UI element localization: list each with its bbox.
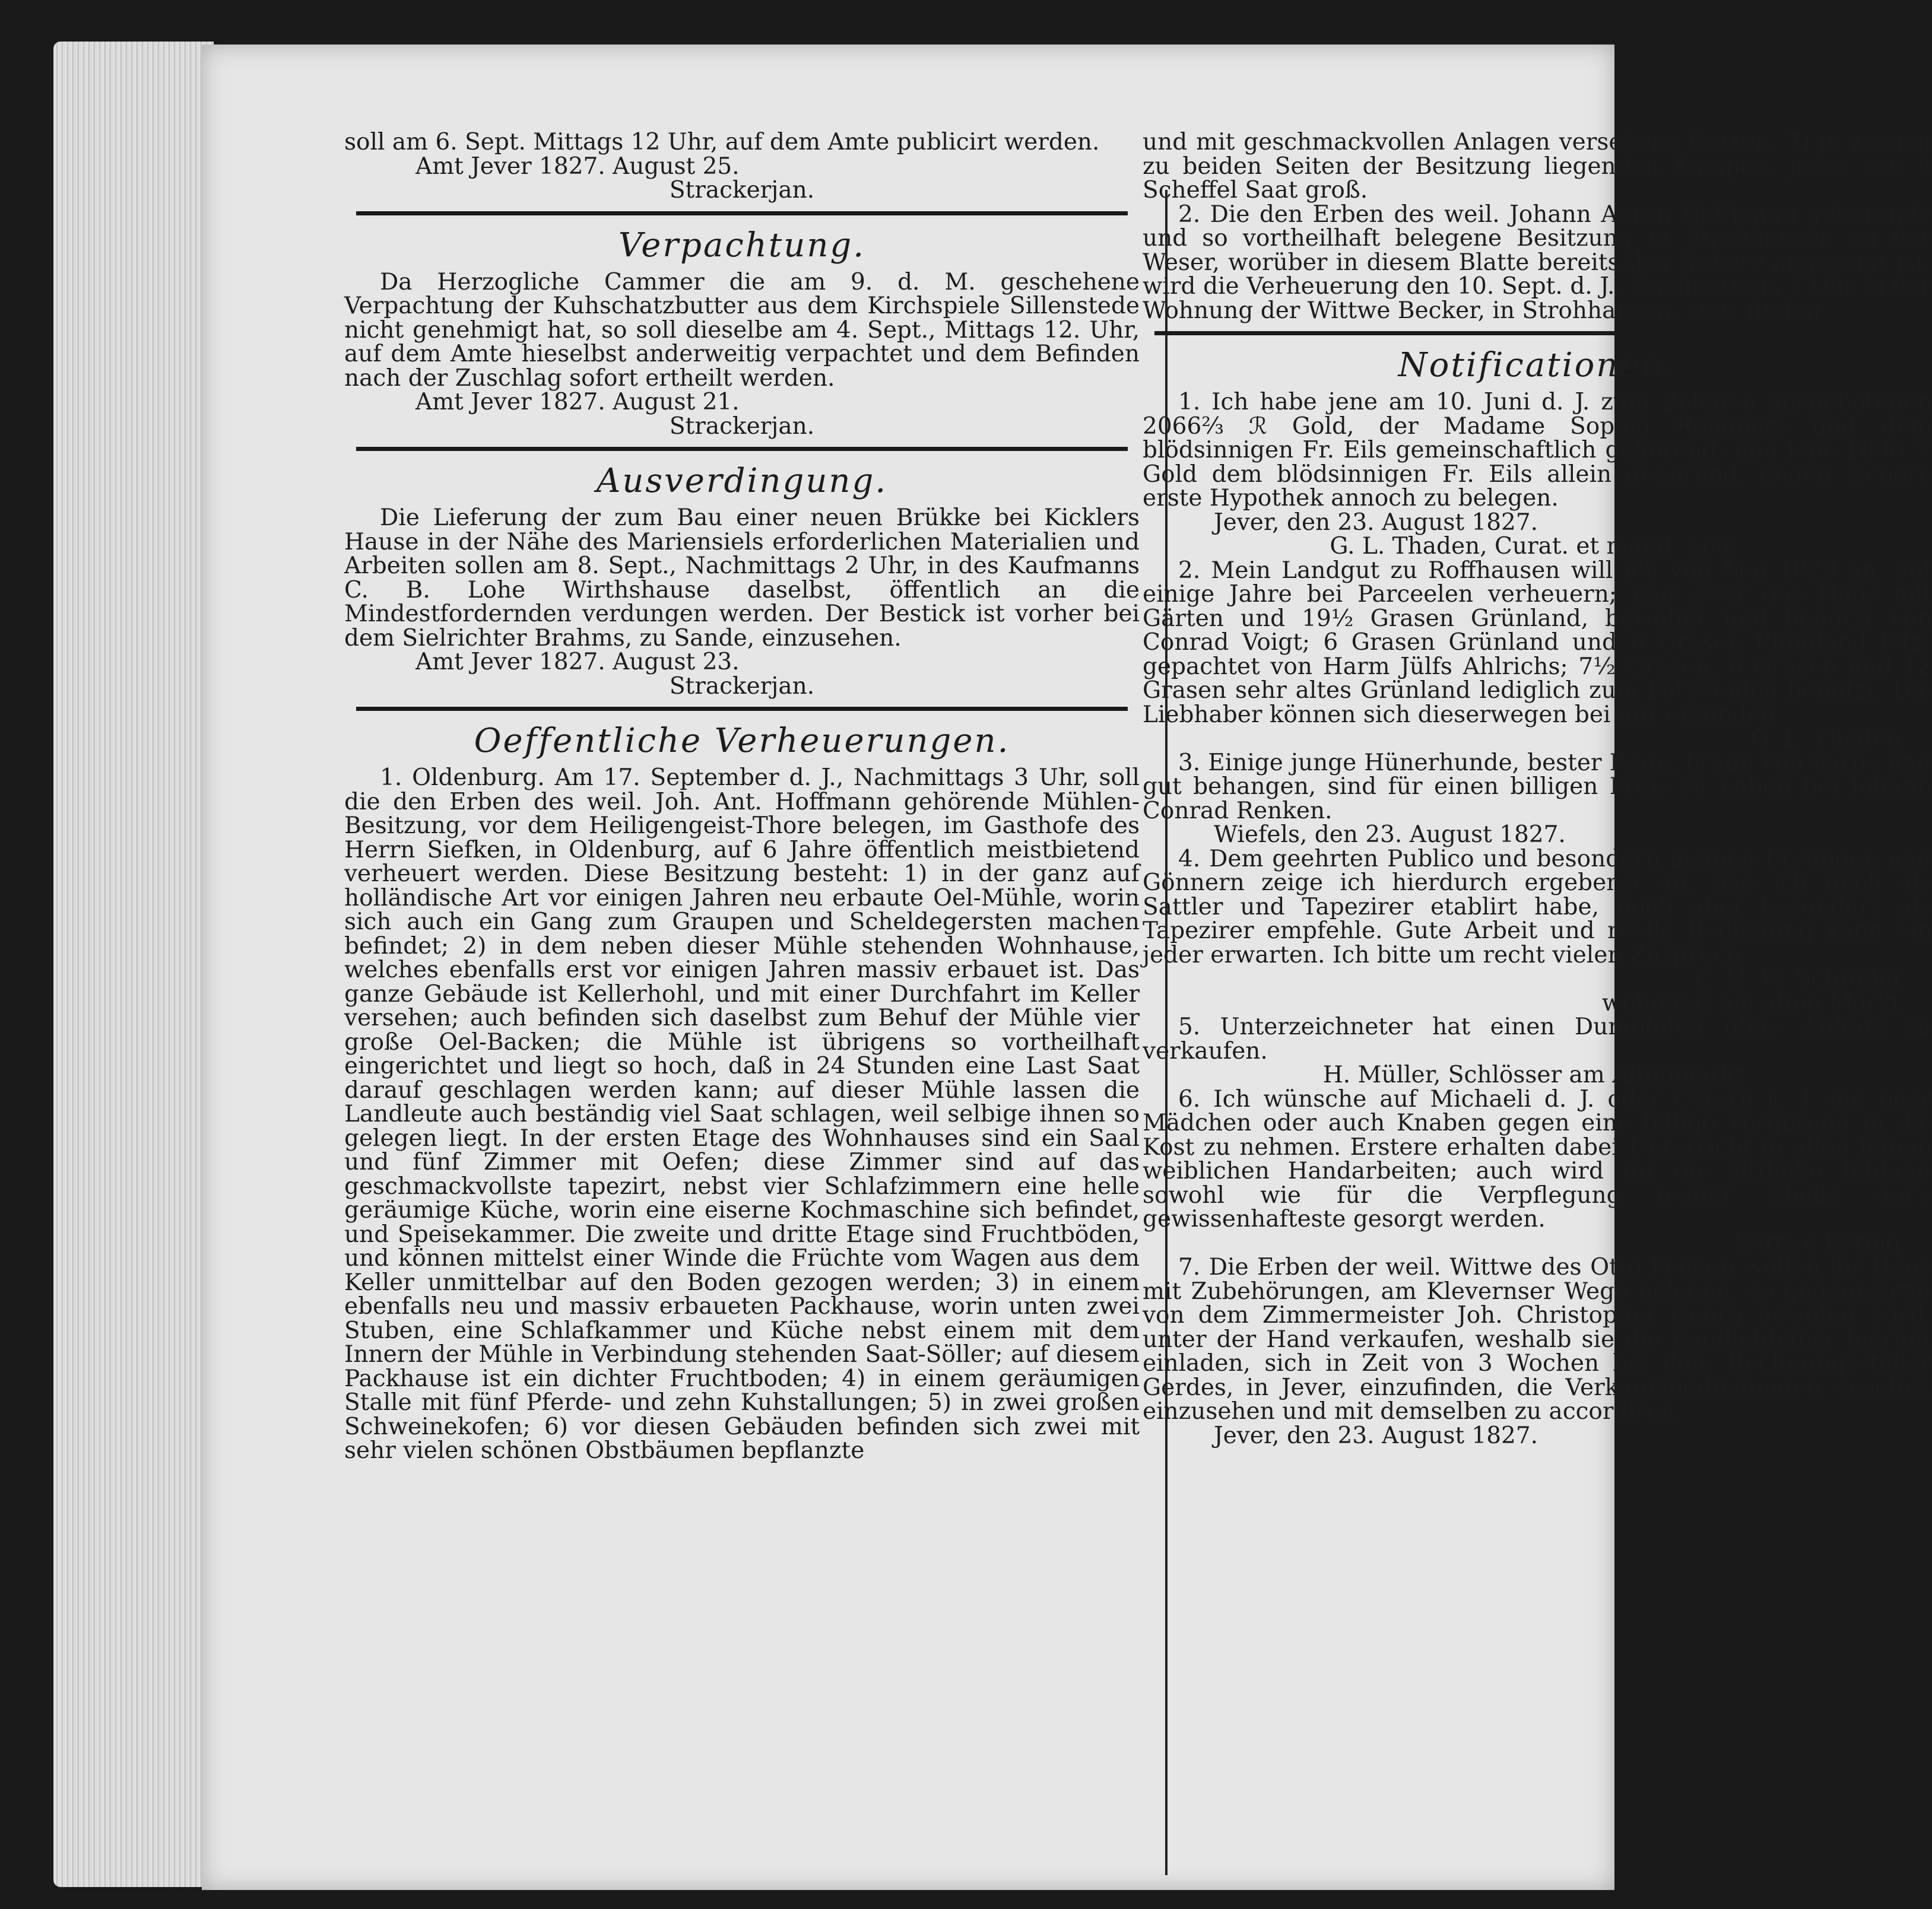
notification-1-date: Jever, den 23. August 1827. [1214,509,1538,536]
section-rule [356,447,1128,451]
section-rule [1154,331,1920,335]
notification-5-signature: H. Müller, Schlösser am Altenmarkt. [1322,1062,1752,1088]
notification-3-date: Wiefels, den 23. August 1827. [1214,821,1566,848]
notification-2: 2. Mein Landgut zu Roffhausen will ich von Mai 1828 an, auf einige Jahre bei Parceelen verheuern; und zwar das Haus mit Gärten und 19½ Grasen Grünland, bewohnt und benutzt von Conrad Voigt; 6 Grasen Grünland und 6 Grasen Pflugland jetzt gepachtet von Harm Jülfs Ahlrichs; 7½ Grasen, 6 Grasen und 12 Grasen sehr altes Grünland lediglich zum Fettweiden benutzt. Die Liebhaber können sich dieserwegen bei mir einfinden. [1143,557,1932,728]
verheuerungen-text: 1. Oldenburg. Am 17. September d. J., Nachmittags 3 Uhr, soll die den Erben des weil. Joh. Ant. Hoffmann gehörende Mühlen-Besitzung, vor dem Heiligengeist-Thore belegen, im Gasthofe des Herrn Siefken, in Oldenburg, auf 6 Jahre öffentlich meistbietend verheuert werden. Diese Besitzung besteht: 1) in der ganz auf holländische Art vor einigen Jahren neu erbaute Oel-Mühle, worin sich auch ein Gang zum Graupen und Scheldegersten machen befindet; 2) in dem neben dieser Mühle stehenden Wohnhause, welches ebenfalls erst vor einigen Jahren massiv erbauet ist. Das ganze Gebäude ist Kellerhohl, und mit einer Durchfahrt im Keller versehen; auch befinden sich daselbst zum Behuf der Mühle vier große Oel-Backen; die Mühle ist übrigens so vortheilhaft eingerichtet und liegt so hoch, daß in 24 Stunden eine Last Saat darauf geschlagen werden kann; auf dieser Mühle lassen die Landleute auch beständig viel Saat schlagen, weil selbige ihnen so gelegen liegt. In der ersten Etage des Wohnhauses sind ein Saal und fünf Zimmer mit Oefen; diese Zimmer sind auf das geschmackvollste tapezirt, nebst vier Schlafzimmern eine helle geräumige Küche, worin eine eiserne Kochmaschine sich befindet, und Speisekammer. Die zweite und dritte Etage sind Fruchtböden, und können mittelst einer Winde die Früchte vom Wagen aus dem Keller unmittelbar auf den Boden gezogen werden; 3) in einem ebenfalls neu und massiv erbaueten Packhause, worin unten zwei Stuben, eine Schlafkammer und Küche nebst einem mit dem Innern der Mühle in Verbindung stehenden Saat-Söller; auf diesem Packhause ist ein dichter Fruchtboden; 4) in einem geräumigen Stalle mit fünf Pferde- und zehn Kuhstallungen; 5) in zwei großen Schweinekofen; 6) vor diesen Gebäuden befinden sich zwei mit sehr vielen schönen Obstbäumen bepflanzte [344,764,1140,1464]
ausverdingung-heading: Ausverdingung. [596,462,888,500]
notification-1: 1. Ich habe jene am 10. Juni d. J. zum Belegen ausgebotenen 2066⅔ ℛ Gold, der Madame Sophia Remmers und dem blödsinnigen Fr. Eils gemeinschaftlich gehörend; und jene 1090 ℛ Gold dem blödsinnigen Fr. Eils allein gehörend, gegen sichere erste Hypothek annoch zu belegen. [1143,389,1932,512]
notification-4: 4. Dem geehrten Publico und besondern meinen Freunden und Gönnern zeige ich hierdurch ergebenst an, daß ich mich als Sattler und Tapezirer etablirt habe, mich aber besonders als Tapezirer empfehle. Gute Arbeit und reelle Bedienung kann ein jeder erwarten. Ich bitte um recht vielen Zuspruch. [1143,845,1932,968]
ausverdingung-signature: Strackerjan. [669,672,815,700]
notification-6: 6. Ich wünsche auf Michaeli d. J. oder Ostern k. J. ein paar Mädchen oder auch Knaben gegen eine billige Vergütung in die Kost zu nehmen. Erstere erhalten dabei Unterricht in allen feinen weiblichen Handarbeiten; auch wird für die sittliche Bildung sowohl wie für die Verpflegung beider Theile auf's gewissenhafteste gesorgt werden. [1143,1085,1932,1233]
newspaper-page [202,45,1932,1890]
notification-6-signature: Wittwe Eyting. [1734,1230,1908,1257]
verpachtung-text: Da Herzogliche Cammer die am 9. d. M. geschehene Verpachtung der Kuhschatzbutter aus dem Kirchspiele Sillenstede nicht genehmigt hat, so soll dieselbe am 4. Sept., Mittags 12. Uhr, auf dem Amte hieselbst anderweitig verpachtet und dem Befinden nach der Zuschlag sofort ertheilt werden. [344,268,1140,392]
ausverdingung-date: Amt Jever 1827. August 23. [415,649,740,675]
opening-date: Amt Jever 1827. August 25. [415,153,740,180]
notification-4-address: wohnhaft am alten Markt. [1601,989,1908,1017]
verpachtung-signature: Strackerjan. [669,412,815,440]
opening-text: soll am 6. Sept. Mittags 12 Uhr, auf dem Amte publicirt werden. [344,129,1100,155]
notification-7-date: Jever, den 23. August 1827. [1214,1422,1538,1449]
notificationen-heading: Notificationen. [1398,346,1677,385]
verheuerung-item-2: 2. Die den Erben des weil. Johann Anton Hoffmann gehörende und so vortheilhaft belegene Besitzung in Strohhausen an der Weser, worüber in diesem Blatte bereits das Nähere angezeigt ist, wird die Verheuerung den 10. Sept. d. J., Nachmittags 3 Uhr in der Wohnung der Wittwe Becker, in Strohhausen, statt finden. [1143,201,1932,324]
book-page-edges [53,42,214,1887]
section-rule [356,211,1128,215]
notification-5: 5. Unterzeichneter hat einen Dumpfofen ohne Auffatz zu verkaufen. [1143,1014,1932,1065]
opening-signature: Strackerjan. [669,177,815,204]
notification-1-signature: G. L. Thaden, Curat. et mand. nom. [1330,533,1745,560]
verheuerungen-heading: Oeffentliche Verheuerungen. [474,722,1010,760]
notification-3: 3. Einige junge Hünerhunde, bester Rage, braun von Farbe und gut behangen, sind für einen billigen Preis zu haben bei Johann Conrad Renken. [1143,749,1932,824]
ausverdingung-text: Die Lieferung der zum Bau einer neuen Brükke bei Kicklers Hause in der Nähe des Mariensiels erforderlichen Materialien und Arbeiten sollen am 8. Sept., Nachmittags 2 Uhr, in des Kaufmanns C. B. Lohe Wirthshause daselbst, öffentlich an die Mindestfordernden verdungen werden. Der Bestick ist vorher bei dem Sielrichter Brahms, zu Sande, einzusehen. [344,504,1140,652]
notification-2-signature: G. L. Thaden. [1750,725,1908,752]
section-rule [356,707,1128,711]
left-column [344,131,1140,1463]
continuation-text: und mit geschmackvollen Anlagen versehene Gärten; 7) in zweien zu beiden Seiten der Besitzung liegenden Kämpen, jeder von 8 Scheffel Saat groß. [1143,129,1932,204]
right-column [1143,131,1932,1448]
verpachtung-heading: Verpachtung. [618,225,866,265]
notification-7: 7. Die Erben der weil. Wittwe des Otto Peeken wollen ihr Haus mit Zubehörungen, am Klevernser Wege belegen, so gegenwärtig von dem Zimmermeister Joh. Christopher Georg bewohnt wird, unter der Hand verkaufen, weshalb sie die Kaufliebhaber hiermit einladen, sich in Zeit von 3 Wochen bei dem Rechnungssteller Gerdes, in Jever, einzufinden, die Verkaufsbedingungen daselbst einzusehen und mit demselben zu accordiren. [1143,1254,1932,1425]
verpachtung-date: Amt Jever 1827. August 21. [415,389,740,415]
notification-4-signature: C. H. W. Schröder, [1694,965,1908,992]
